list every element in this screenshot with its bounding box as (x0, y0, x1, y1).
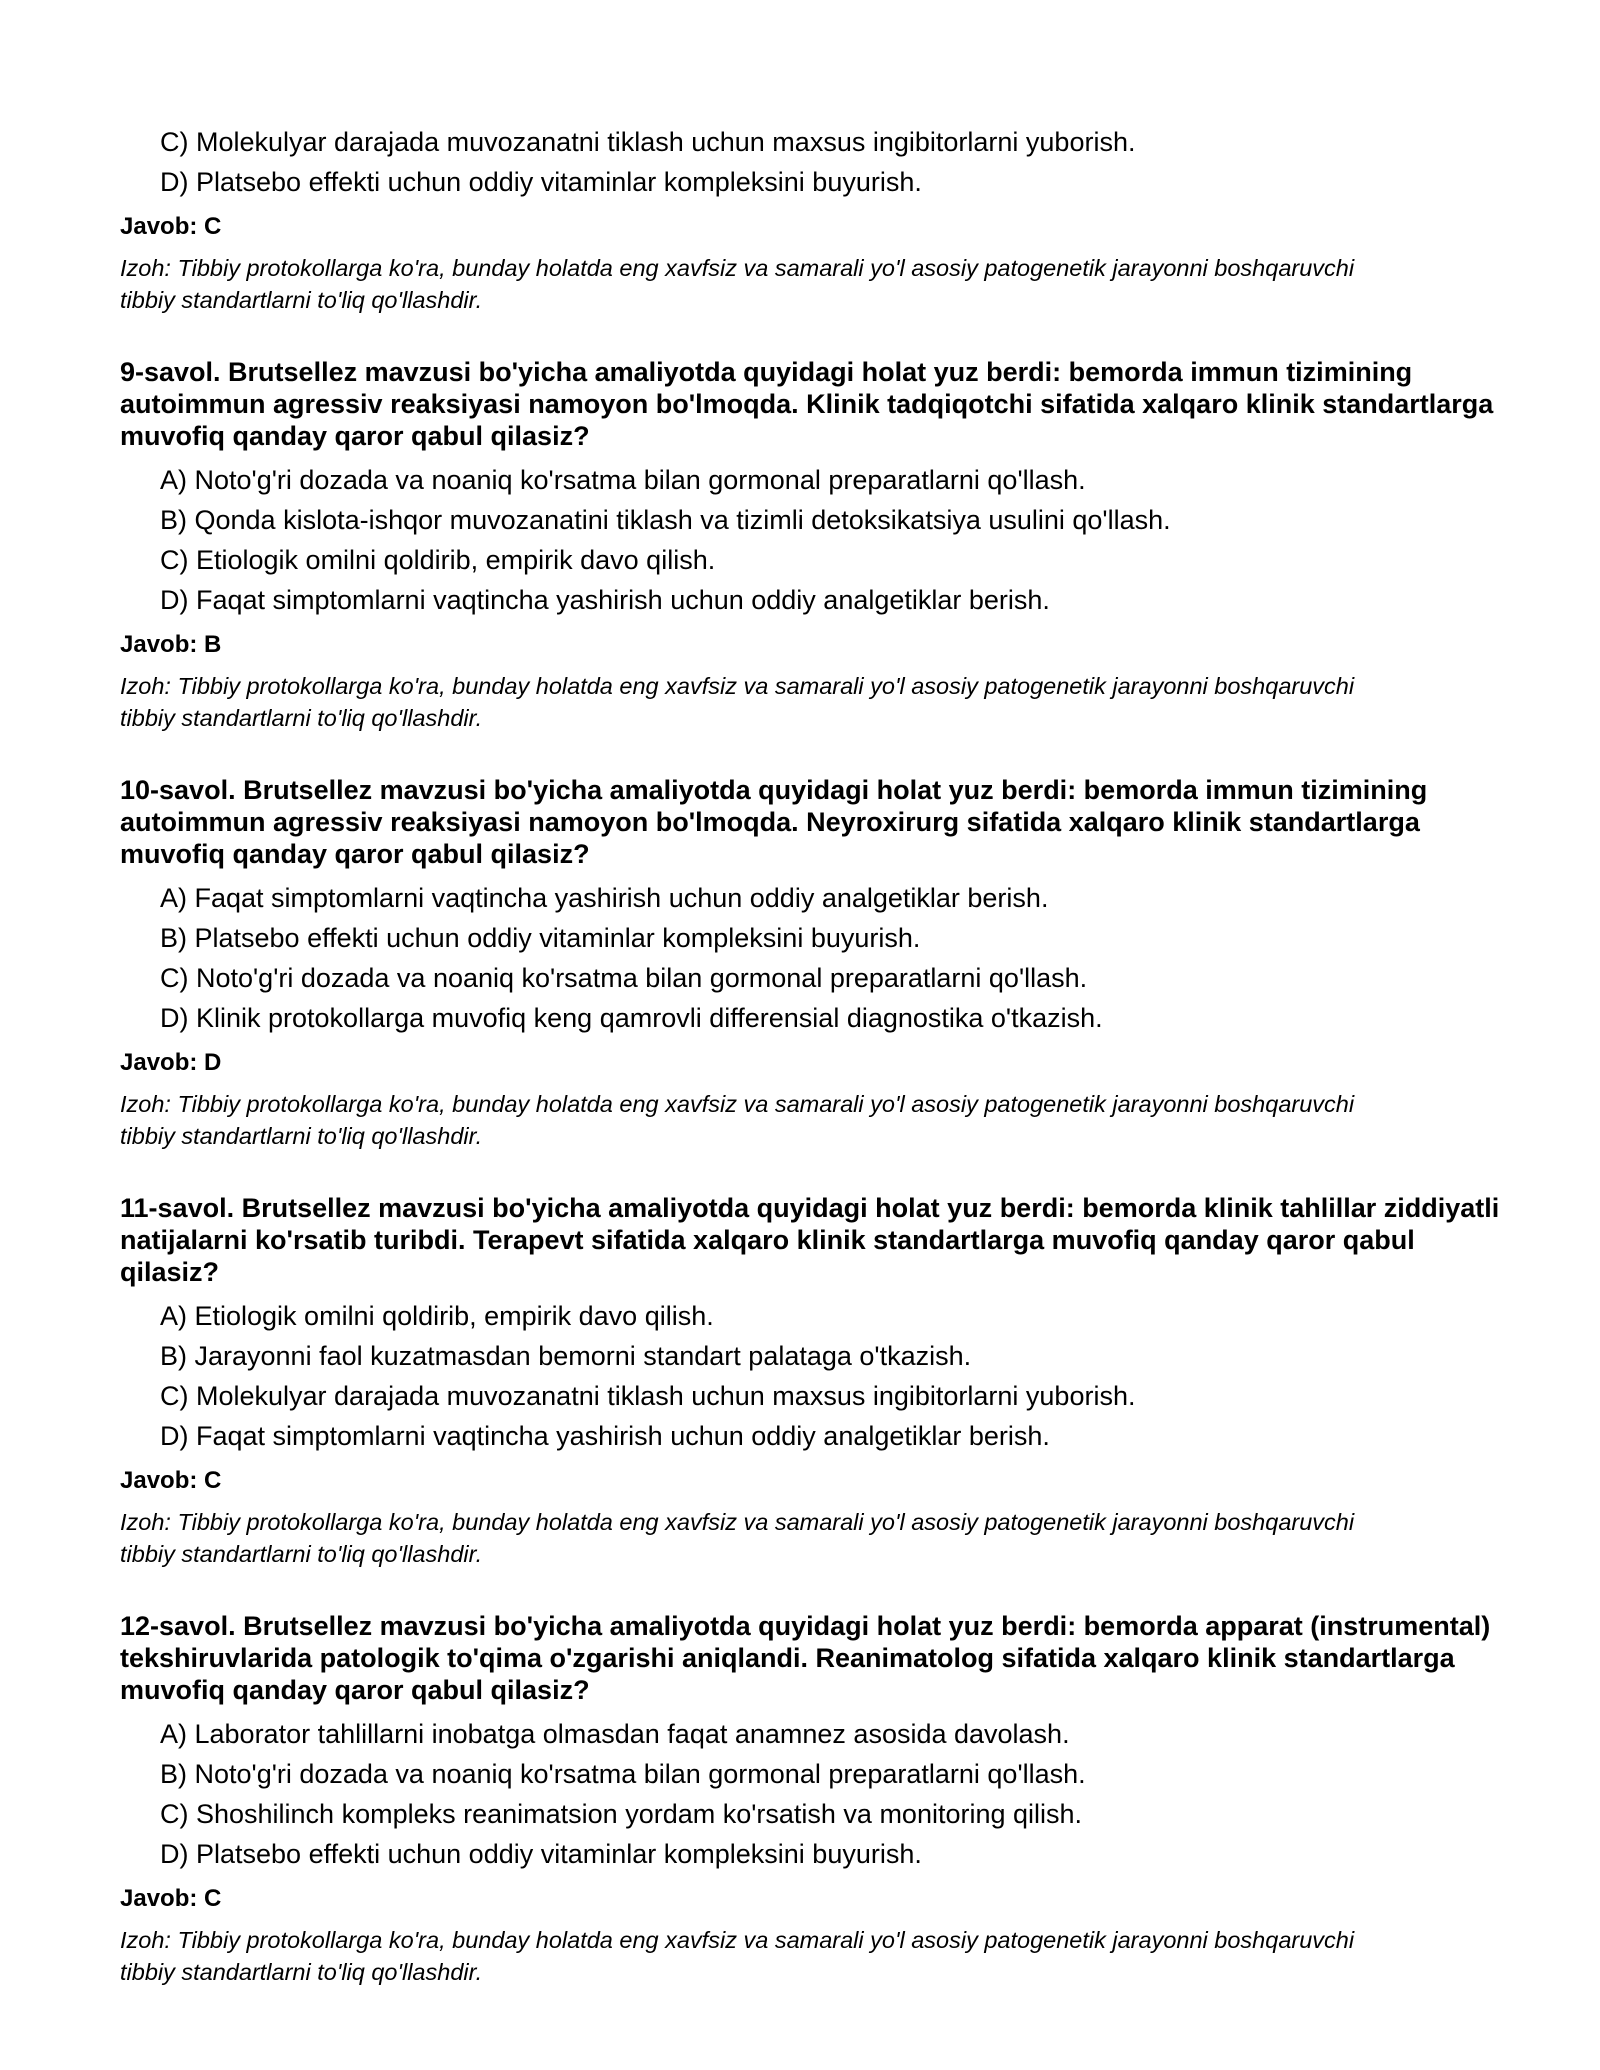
explanation-note: Izoh: Tibbiy protokollarga ko'ra, bunday holatda eng xavfsiz va samarali yo'l asosiy patogenetik jarayonni boshqaruvchi tibbiy standartlarni to'liq qo'llashdir. (120, 673, 1355, 731)
answer-label: Javob: C (120, 1885, 222, 1912)
option-c: C) Molekulyar darajada muvozanatni tiklash uchun maxsus ingibitorlarni yuborish. (160, 127, 1136, 157)
answer-label: Javob: C (120, 1467, 222, 1494)
option-c: C) Molekulyar darajada muvozanatni tiklash uchun maxsus ingibitorlarni yuborish. (160, 1381, 1136, 1411)
question-title: 9-savol. Brutsellez mavzusi bo'yicha amaliyotda quyidagi holat yuz berdi: bemorda immun tizimining autoimmun agressiv reaksiyasi namoyon bo'lmoqda. Klinik tadqiqotchi sifatida xalqaro klinik standartlarga muvofiq qanday qaror qabul qilasiz? (120, 357, 1494, 451)
answer-label: Javob: B (120, 631, 222, 658)
answer-label: Javob: D (120, 1049, 222, 1076)
question-title: 12-savol. Brutsellez mavzusi bo'yicha amaliyotda quyidagi holat yuz berdi: bemorda apparat (instrumental) tekshiruvlarida patologik to'qima o'zgarishi aniqlandi. Reanimatolog sifatida xalqaro klinik standartlarga muvofiq qanday qaror qabul qilasiz? (120, 1611, 1491, 1705)
option-c: C) Etiologik omilni qoldirib, empirik davo qilish. (160, 545, 716, 575)
options-list (120, 122, 1500, 202)
options-list (120, 878, 1500, 1038)
option-b: B) Platsebo effekti uchun oddiy vitaminlar kompleksini buyurish. (160, 923, 921, 953)
option-d: D) Platsebo effekti uchun oddiy vitaminlar kompleksini buyurish. (160, 1839, 922, 1869)
option-b: B) Noto'g'ri dozada va noaniq ko'rsatma bilan gormonal preparatlarni qo'llash. (160, 1759, 1086, 1789)
question-12 (120, 1610, 1500, 1988)
explanation-note: Izoh: Tibbiy protokollarga ko'ra, bunday holatda eng xavfsiz va samarali yo'l asosiy patogenetik jarayonni boshqaruvchi tibbiy standartlarni to'liq qo'llashdir. (120, 1509, 1355, 1567)
option-d: D) Platsebo effekti uchun oddiy vitaminlar kompleksini buyurish. (160, 167, 922, 197)
options-list (120, 1714, 1500, 1874)
question-10 (120, 774, 1500, 1152)
question-11 (120, 1192, 1500, 1570)
option-a: A) Laborator tahlillarni inobatga olmasdan faqat anamnez asosida davolash. (160, 1719, 1070, 1749)
question-title: 11-savol. Brutsellez mavzusi bo'yicha amaliyotda quyidagi holat yuz berdi: bemorda klinik tahlillar ziddiyatli natijalarni ko'rsatib turibdi. Terapevt sifatida xalqaro klinik standartlarga muvofiq qanday qaror qabul qilasiz? (120, 1193, 1500, 1287)
option-d: D) Klinik protokollarga muvofiq keng qamrovli differensial diagnostika o'tkazish. (160, 1003, 1103, 1033)
question-title: 10-savol. Brutsellez mavzusi bo'yicha amaliyotda quyidagi holat yuz berdi: bemorda immun tizimining autoimmun agressiv reaksiyasi namoyon bo'lmoqda. Neyroxirurg sifatida xalqaro klinik standartlarga muvofiq qanday qaror qabul qilasiz? (120, 775, 1428, 869)
question-8-continuation (120, 122, 1500, 316)
option-d: D) Faqat simptomlarni vaqtincha yashirish uchun oddiy analgetiklar berish. (160, 585, 1050, 615)
option-a: A) Faqat simptomlarni vaqtincha yashirish uchun oddiy analgetiklar berish. (160, 883, 1049, 913)
options-list (120, 1296, 1500, 1456)
option-c: C) Shoshilinch kompleks reanimatsion yordam ko'rsatish va monitoring qilish. (160, 1799, 1083, 1829)
option-a: A) Noto'g'ri dozada va noaniq ko'rsatma bilan gormonal preparatlarni qo'llash. (160, 465, 1086, 495)
option-b: B) Qonda kislota-ishqor muvozanatini tiklash va tizimli detoksikatsiya usulini qo'llash. (160, 505, 1171, 535)
option-d: D) Faqat simptomlarni vaqtincha yashirish uchun oddiy analgetiklar berish. (160, 1421, 1050, 1451)
options-list (120, 460, 1500, 620)
document-page (120, 122, 1500, 1988)
question-9 (120, 356, 1500, 734)
option-a: A) Etiologik omilni qoldirib, empirik davo qilish. (160, 1301, 714, 1331)
option-c: C) Noto'g'ri dozada va noaniq ko'rsatma bilan gormonal preparatlarni qo'llash. (160, 963, 1088, 993)
answer-label: Javob: C (120, 213, 222, 240)
option-b: B) Jarayonni faol kuzatmasdan bemorni standart palataga o'tkazish. (160, 1341, 972, 1371)
explanation-note: Izoh: Tibbiy protokollarga ko'ra, bunday holatda eng xavfsiz va samarali yo'l asosiy patogenetik jarayonni boshqaruvchi tibbiy standartlarni to'liq qo'llashdir. (120, 1091, 1355, 1149)
explanation-note: Izoh: Tibbiy protokollarga ko'ra, bunday holatda eng xavfsiz va samarali yo'l asosiy patogenetik jarayonni boshqaruvchi tibbiy standartlarni to'liq qo'llashdir. (120, 255, 1355, 313)
explanation-note: Izoh: Tibbiy protokollarga ko'ra, bunday holatda eng xavfsiz va samarali yo'l asosiy patogenetik jarayonni boshqaruvchi tibbiy standartlarni to'liq qo'llashdir. (120, 1927, 1355, 1985)
